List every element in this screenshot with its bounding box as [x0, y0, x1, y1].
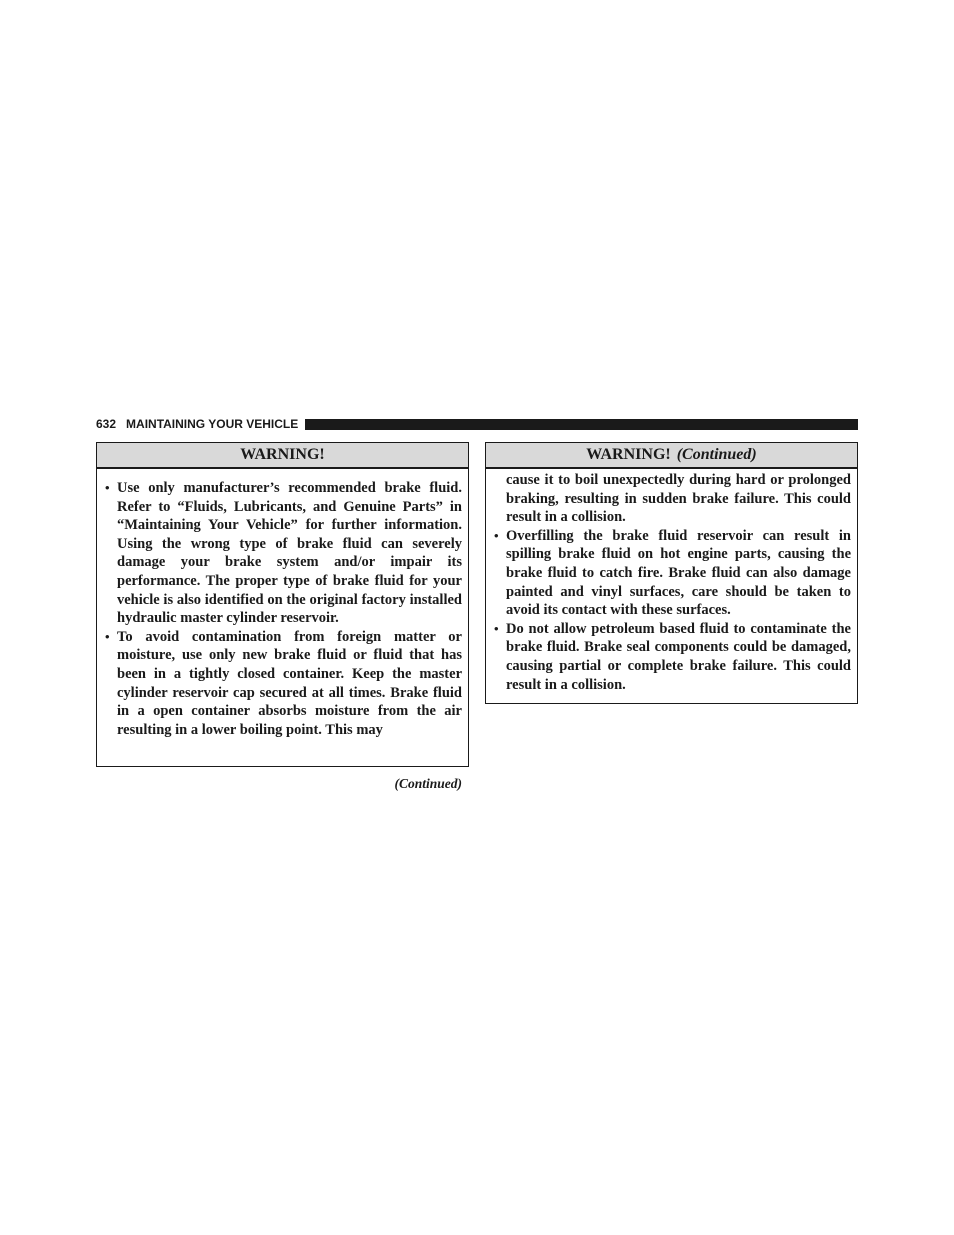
bullet-icon: •	[494, 620, 499, 636]
warning-title	[486, 443, 857, 469]
warning-bullet	[492, 620, 851, 694]
warning-bullet	[103, 628, 462, 740]
warning-box-left	[96, 442, 469, 767]
warning-bullet	[103, 479, 462, 628]
warning-body	[97, 469, 468, 739]
continued-note: (Continued)	[394, 776, 462, 791]
page-header	[96, 416, 858, 432]
warning-title-text: WARNING!	[240, 446, 325, 463]
bullet-text: To avoid contamination from foreign matter or moisture, use only new brake fluid or fluid that has been in a tightly closed container. Keep the master cylinder reservoir cap secured at all times. Brake fluid in a open container absorbs moisture from the air resulting in a lower boiling point. This may	[117, 628, 462, 738]
header-rule	[305, 419, 858, 430]
warning-bullet	[492, 527, 851, 620]
continuation-text: cause it to boil unexpectedly during hard or prolonged braking, resulting in sudden brake failure. This could result in a collision.	[506, 472, 851, 526]
bullet-text: Do not allow petroleum based fluid to contaminate the brake fluid. Brake seal components could be damaged, causing partial or complete brake failure. This could result in a collision.	[506, 620, 851, 693]
warning-body	[486, 469, 857, 694]
warning-title-suffix: (Continued)	[676, 446, 757, 463]
bullet-icon: •	[105, 480, 110, 495]
warning-title-text: WARNING!	[586, 446, 671, 463]
warning-box-right	[485, 442, 858, 704]
bullet-text: Use only manufacturer’s recommended brake fluid. Refer to “Fluids, Lubricants, and Genuine Parts” in “Maintaining Your Vehicle” for further information. Using the wrong type of brake fluid can severely damage your brake system and/or impair its performance. The proper type of brake fluid for your vehicle is also identified on the original factory installed hydraulic master cylinder reservoir.	[117, 480, 462, 627]
bullet-text: Overfilling the brake fluid reservoir can result in spilling brake fluid on hot engine parts, causing the brake fluid to catch fire. Brake fluid can also damage painted and vinyl surfaces, care should be taken to avoid its contact with these surfaces.	[506, 527, 851, 619]
bullet-icon: •	[494, 527, 499, 543]
warning-title	[97, 443, 468, 469]
bullet-icon: •	[105, 628, 110, 644]
page-number: 632	[96, 417, 117, 431]
section-title: MAINTAINING YOUR VEHICLE	[126, 417, 299, 431]
